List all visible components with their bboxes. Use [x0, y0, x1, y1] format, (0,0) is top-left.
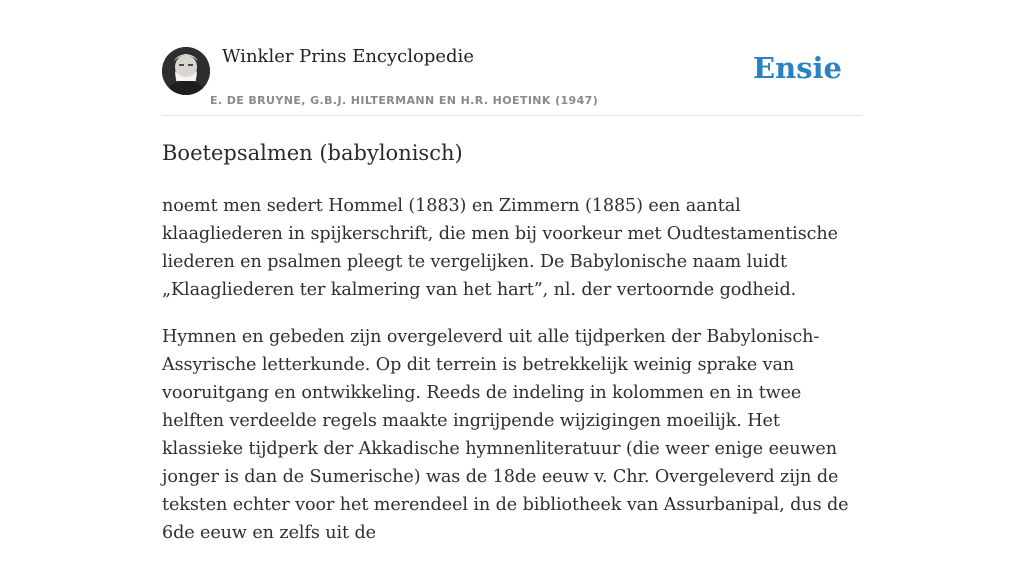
authors-credit: E. DE BRUYNE, G.B.J. HILTERMANN EN H.R. HOETINK (1947): [210, 94, 599, 107]
article-title: Boetepsalmen (babylonisch): [162, 141, 463, 165]
author-portrait-icon: [162, 47, 210, 95]
brand-logo-link[interactable]: Ensie: [753, 51, 842, 85]
article-paragraph: noemt men sedert Hommel (1883) en Zimmern (1885) een aantal klaagliederen in spijkerschrift, die men bij voorkeur met Oudtestamentische liederen en psalmen pleegt te vergelijken. De Babylonische naam luidt „Klaagliederen ter kalmering van het hart”, nl. der vertoornde godheid.: [162, 196, 838, 300]
author-avatar: [162, 47, 210, 95]
article-body: [162, 192, 862, 566]
article-paragraph: Hymnen en gebeden zijn overgeleverd uit alle tijdperken der Babylonisch-Assyrische letterkunde. Op dit terrein is betrekkelijk weinig sprake van vooruitgang en ontwikkeling. Reeds de indeling in kolommen en in twee helften verdeelde regels maakte ingrijpende wijzigingen moeilijk. Het klassieke tijdperk der Akkadische hymnenliteratuur (die weer enige eeuwen jonger is dan de Sumerische) was de 18de eeuw v. Chr. Overgeleverd zijn de teksten echter voor het merendeel in de bibliotheek van Assurbanipal, dus de 6de eeuw en zelfs uit de: [162, 327, 849, 543]
page-container: [162, 0, 862, 543]
site-title[interactable]: Winkler Prins Encyclopedie: [222, 46, 474, 67]
site-header: [162, 0, 862, 116]
